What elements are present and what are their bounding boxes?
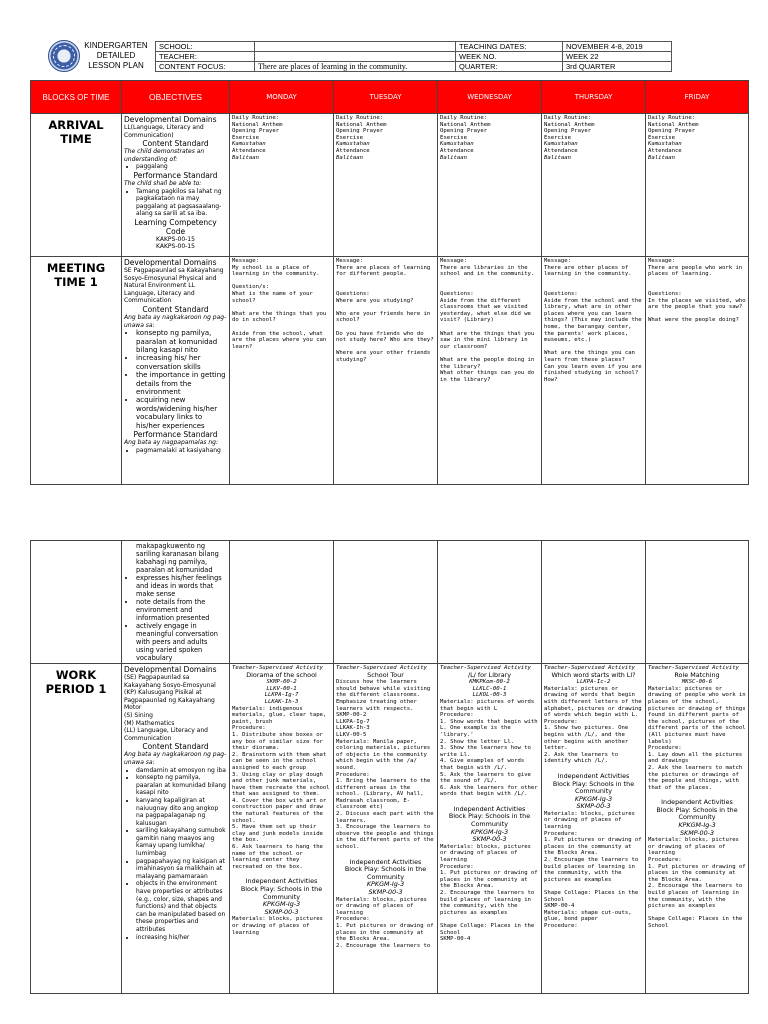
content-standard-item: • acquiring new words/widening his/her vocabulary links to his/her experiences: [136, 396, 227, 430]
teacher-label: TEACHER:: [156, 52, 255, 62]
content-standard-list: [124, 767, 227, 942]
independent-activity: Block Play: Schools in the Community: [344, 865, 429, 881]
routine-line: Opening Prayer: [336, 128, 384, 135]
activity-name: Role Matching: [674, 670, 720, 679]
independent-code: KPKGM-Ig-3 SKMP-00-3: [262, 900, 301, 916]
continued-block-cell: [31, 541, 122, 664]
routine-line: Opening Prayer: [232, 128, 280, 135]
work-period-row: [31, 664, 749, 994]
routine-line: Exercise: [544, 134, 571, 141]
routine-line: Kamustahan: [232, 141, 266, 148]
continued-item: • note details from the environment and information presented: [136, 598, 227, 622]
performance-standard-list: [124, 188, 227, 218]
routine-line: National Anthem: [440, 121, 491, 128]
meeting-time-row: [31, 257, 749, 485]
routine-line: Attendance: [336, 147, 370, 154]
content-standard-intro: Ang bata ay nagkakaroon ng pag-unawa sa:: [124, 313, 227, 329]
lesson-plan-table-continued: [30, 540, 749, 994]
arrival-tuesday: [334, 114, 438, 257]
activity-code: MKSC-00-6: [681, 679, 713, 686]
quarter-label: QUARTER:: [456, 62, 563, 72]
school-label: SCHOOL:: [156, 42, 255, 52]
continued-monday: [230, 541, 334, 664]
competency-code: KAKPS-00-15: [156, 235, 195, 243]
arrival-thursday: [542, 114, 646, 257]
independent-body: Materials: blocks, pictures or drawing of places of learning Procedure: 1. Put pictures or drawing of places in the community at the Blocks Area. 2. Encourage the learners to: [336, 896, 434, 949]
meeting-thursday: Message: There are other places of learning in the community. Questions: Aside from the school and the library, what are in other places where you can learn things? (This may include the home, the barangay center, the parents' work places, museums, etc.) What are the things you can learn from these places? Can you learn even if you are finished studying in school? How?: [542, 257, 646, 485]
activity-code: SKMP-00-2 LLKV-00-1 LLKPA-Ig-7 LLKAK-Ih-3: [264, 679, 299, 705]
learning-competency-title: Learning Competency Code: [134, 217, 217, 236]
routine-line: Opening Prayer: [440, 128, 488, 135]
continued-wednesday: [438, 541, 542, 664]
teaching-dates-value: NOVEMBER 4-8, 2019: [563, 42, 672, 52]
routine-line: Attendance: [648, 147, 682, 154]
daily-routine: [232, 115, 331, 161]
meeting-wednesday: Message: There are libraries in the school and in the community. Questions: Aside from the different classrooms that we visited yesterday, what else did we visit? (Library) What are the things that you saw in the mini library in our classroom? What are the people doing in the library? What other things can you do in the library?: [438, 257, 542, 485]
independent-title: Independent Activities: [245, 877, 318, 886]
content-standard-intro: Ang bata ay nagkakaroon ng pag-unawa sa:: [124, 751, 227, 766]
performance-standard-intro: Ang bata ay nagpapamalas ng:: [124, 439, 218, 447]
routine-line: National Anthem: [336, 121, 387, 128]
work-thursday: [542, 664, 646, 994]
content-standard-item: • kanyang kapaligiran at naiuugnay dito ang angkop na pagpapalaganap ng kalusugan: [136, 797, 227, 827]
domains-text: (SE) Pagpapaunlad sa Kakayahang Sosyo-Emosyunal (KP) Kalusugang Pisikal at Pagpapaunlad ng Kakayahang Motor (S) Sining (M) Mathematics (LL) Language, Literacy and Communication: [124, 674, 216, 742]
tuesday-header: TUESDAY: [334, 81, 438, 114]
content-focus-label: CONTENT FOCUS:: [156, 62, 255, 72]
activity-name: Which word starts with Ll?: [551, 670, 636, 679]
performance-standard-item: • Tamang pagkilos sa lahat ng pagkakataon na may paggalang at pagsasaalang-alang sa sarili at sa iba.: [136, 188, 227, 218]
content-standard-item: • konsepto ng pamilya, paaralan at komunidad bilang kasapi nito: [136, 329, 227, 354]
header-row: [156, 62, 672, 72]
school-value: [255, 42, 456, 52]
thursday-header: THURSDAY: [542, 81, 646, 114]
content-standard-item: • objects in the environment have properties or attributes (e.g., color, size, shapes and functions) and that objects can be manipulated based on these properties and attributes: [136, 880, 227, 933]
domains-title: Developmental Domains: [124, 115, 217, 124]
independent-body: Materials: blocks, pictures or drawing of places of learning Procedure: 1. Put pictures or drawing of places in the community at the Blocks Area. 2. Encourage the learners to build places of learning in the community, with the pictures as examples Shape Collage: Places in the School SKMP-00-4 Materials: shape cut-outs, glue, bond paper Procedure:: [544, 810, 642, 929]
performance-standard-list: [124, 447, 227, 455]
activity-name: School Tour: [367, 670, 404, 679]
routine-line: Kamustahan: [648, 141, 682, 148]
work-period-label: WORK PERIOD 1: [31, 664, 122, 994]
lesson-plan-header: [0, 38, 768, 74]
routine-line: Daily Routine:: [440, 115, 488, 121]
quarter-value: 3rd QUARTER: [563, 62, 672, 72]
independent-body: Materials: blocks, pictures or drawing of places of learning Procedure: 1. Put pictures or drawing of places in the community at the Blocks Area. 2. Encourage the learners to build places of learning in the community, with the pictures as examples Shape Collage: Places in the School SKMP-00-4: [440, 843, 538, 943]
daily-routine: [440, 115, 539, 161]
domains-text: LL(Language, Literacy and Communication): [124, 124, 204, 139]
content-standard-title: Content Standard: [142, 139, 209, 149]
arrival-objectives: [122, 114, 230, 257]
routine-line: Attendance: [544, 147, 578, 154]
seal-ring: [53, 45, 75, 67]
independent-title: Independent Activities: [453, 804, 526, 813]
activity-title: Teacher-Supervised Activity: [440, 665, 531, 671]
routine-line: Opening Prayer: [648, 128, 696, 135]
week-value: WEEK 22: [563, 52, 672, 62]
routine-line: Balitaan: [336, 154, 363, 161]
header-row: [156, 42, 672, 52]
performance-standard-title: Performance Standard: [133, 170, 218, 180]
content-standard-item: • the importance in getting details from the environment: [136, 371, 227, 396]
activity-body: Materials: pictures of words that begin with L Procedure: 1. Show words that begin with L. One example is the 'library.' 2. Show the letter Ll. 3. Show the learners how to write Ll. 4. Give examples of words that begin with /L/. 5. Ask the learners to give the sound of /L/. 6. Ask the learners for other words that begin with /L/.: [440, 698, 538, 798]
content-standard-item: • paggalang: [136, 163, 227, 171]
domains-title: Developmental Domains: [124, 258, 217, 267]
independent-title: Independent Activities: [557, 771, 630, 780]
wednesday-header: WEDNESDAY: [438, 81, 542, 114]
arrival-time-row: [31, 114, 749, 257]
friday-header: FRIDAY: [646, 81, 749, 114]
content-standard-title: Content Standard: [142, 304, 209, 314]
activity-name: /L/ for Library: [467, 670, 512, 679]
column-header-row: [31, 81, 749, 114]
arrival-wednesday: [438, 114, 542, 257]
routine-line: Daily Routine:: [336, 115, 384, 121]
routine-line: Exercise: [232, 134, 259, 141]
content-focus-value: There are places of learning in the community.: [255, 62, 456, 72]
routine-line: Attendance: [232, 147, 266, 154]
domains-text: SE Pagpapaunlad sa Kakayahang Sosyo-Emosyunal Physical and Natural Environment LL Language, Literacy and Communication: [124, 267, 224, 305]
work-objectives: [122, 664, 230, 994]
independent-activity: Block Play: Schools in the Community: [448, 812, 533, 829]
routine-line: Balitaan: [440, 154, 467, 161]
routine-line: Exercise: [648, 134, 675, 141]
title-line: KINDERGARTEN: [84, 41, 148, 50]
content-standard-item: • sariling kakayahang sumubok gamitin nang maayos ang kamay upang lumikha/ lumimbag: [136, 827, 227, 857]
routine-line: Daily Routine:: [544, 115, 592, 121]
independent-code: KPKGM-Ig-3 SKMP-00-3: [470, 827, 509, 844]
independent-activity: Block Play: Schools in the Community: [240, 885, 325, 901]
meeting-friday: Message: There are people who work in places of learning. Questions: In the places we visited, who are the people that you saw? What were the people doing?: [646, 257, 749, 485]
meeting-time-label: MEETING TIME 1: [31, 257, 122, 485]
continued-objectives: [122, 541, 230, 664]
continued-item: • expresses his/her feelings and ideas in words that make sense: [136, 574, 227, 598]
activity-body: Materials: pictures or drawing of people who work in places of the school, pictures or drawing of things found in different parts of the school, pictures of the different parts of the school (All pictures must have labels) Procedure: 1. Lay down all the pictures and drawings 2. Ask the learners to match the pictures or drawings of the people and things, with that of the places.: [648, 685, 746, 791]
routine-line: Attendance: [440, 147, 474, 154]
routine-line: National Anthem: [648, 121, 699, 128]
routine-line: National Anthem: [544, 121, 595, 128]
domains-title: Developmental Domains: [124, 665, 217, 674]
routine-line: Balitaan: [544, 154, 571, 161]
activity-body: Materials: indigenous materials, glue, clear tape, paint, brush Procedure: 1. Distribute shoe boxes or any box of similar size for their diorama. 2. Brainstorm with them what can be seen in the school assigned to each group 3. Using clay or play dough and other junk materials, have them recreate the school that was assigned to them. 4. Cover the box with art or construction paper and draw the natural features of the school. 5. Have them set up their clay and junk models inside the box. 6. Ask learners to hang the name of the school or learning center they recreated on the box.: [232, 705, 330, 870]
routine-line: Exercise: [440, 134, 467, 141]
title-line: LESSON PLAN: [88, 61, 144, 70]
performance-standard-item: • pagmamalaki at kasiyahang: [136, 447, 227, 455]
routine-line: Kamustahan: [336, 141, 370, 148]
continued-intro: makapagkuwento ng sariling karanasan bilang kabahagi ng pamilya, paaralan at komunidad: [136, 542, 219, 574]
routine-line: Daily Routine:: [232, 115, 280, 121]
teacher-value: [255, 52, 456, 62]
content-standard-item: • pagpapahayag ng kaisipan at imahinasyon sa malikhain at malayang pamamaraan: [136, 858, 227, 881]
daily-routine: [544, 115, 643, 161]
arrival-time-label: ARRIVAL TIME: [31, 114, 122, 257]
meeting-monday: Message: My school is a place of learning in the community. Question/s: What is the name of your school? What are the things that you do in school? Aside from the school, what are the places where you can learn?: [230, 257, 334, 485]
independent-activity: Block Play: Schools in the Community: [656, 805, 740, 822]
teaching-dates-label: TEACHING DATES:: [456, 42, 563, 52]
work-wednesday: [438, 664, 542, 994]
routine-line: Balitaan: [648, 154, 675, 161]
independent-code: KPKGM-Ig-3 SKMP-00-3: [678, 821, 716, 837]
content-standard-list: [124, 163, 227, 171]
activity-title: Teacher-Supervised Activity: [232, 665, 323, 671]
continued-friday: [646, 541, 749, 664]
content-standard-title: Content Standard: [142, 742, 209, 752]
independent-body: Materials: blocks, pictures or drawing of places of learning: [232, 916, 327, 936]
header-row: [156, 52, 672, 62]
continued-thursday: [542, 541, 646, 664]
activity-title: Teacher-Supervised Activity: [544, 665, 635, 671]
daily-routine: [336, 115, 435, 161]
content-standard-item: • increasing his/her: [136, 934, 227, 942]
content-standard-item: • damdamin at emosyon ng iba: [136, 767, 227, 775]
activity-name: Diorama of the school: [246, 670, 317, 679]
continued-item: • actively engage in meaningful conversation with peers and adults using varied spoken vocabulary: [136, 622, 227, 662]
activity-body: Materials: pictures or drawing of words that begin with different letters of the alphabet, pictures or drawing of words which begin with L. Procedure: 1. Show two pictures. One begins with /L/, and the other begins with another letter. 2. Ask the learners to identify which /L/.: [544, 685, 642, 765]
work-tuesday: [334, 664, 438, 994]
content-standard-item: • konsepto ng pamilya, paaralan at komunidad bilang kasapi nito: [136, 774, 227, 797]
competency-code: KAKPS-00-15: [156, 243, 195, 251]
content-standard-intro: The child demonstrates an understanding of:: [124, 148, 205, 163]
lesson-plan-table: [30, 80, 749, 485]
activity-title: Teacher-Supervised Activity: [648, 665, 739, 671]
independent-body: Materials: blocks, pictures or drawing of places of learning Procedure: 1. Put pictures or drawing of places in the community at the Blocks Area. 2. Encourage the learners to build places of learning in the community, with the pictures as examples Shape Collage: Places in the School: [648, 837, 746, 929]
routine-line: Opening Prayer: [544, 128, 592, 135]
continued-list: [124, 574, 227, 662]
header-info-table: [155, 41, 672, 72]
meeting-tuesday: Message: There are places of learning for different people. Questions: Where are you studying? Who are your friends here in school? Do you have friends who do not study here? Who are they? Where are your other friends studying?: [334, 257, 438, 485]
daily-routine: [648, 115, 746, 161]
independent-activity: Block Play: Schools in the Community: [552, 779, 637, 796]
routine-line: Balitaan: [232, 154, 259, 161]
activity-code: LLKPA-Ic-2: [576, 679, 611, 686]
activity-title: Teacher-Supervised Activity: [336, 665, 427, 671]
work-monday: [230, 664, 334, 994]
routine-line: Kamustahan: [440, 141, 474, 148]
routine-line: Daily Routine:: [648, 115, 696, 121]
arrival-friday: [646, 114, 749, 257]
title-line: DETAILED: [96, 51, 136, 60]
performance-standard-intro: The child shall be able to:: [124, 179, 202, 187]
routine-line: Kamustahan: [544, 141, 578, 148]
performance-standard-title: Performance Standard: [133, 430, 218, 440]
continued-row: [31, 541, 749, 664]
routine-line: National Anthem: [232, 121, 283, 128]
routine-line: Exercise: [336, 134, 363, 141]
week-label: WEEK NO.: [456, 52, 563, 62]
blocks-of-time-header: BLOCKS OF TIME: [31, 81, 122, 114]
independent-title: Independent Activities: [349, 857, 422, 866]
independent-code: KPKGM-Ig-3 SKMP-00-3: [574, 794, 613, 811]
continued-tuesday: [334, 541, 438, 664]
meeting-objectives: [122, 257, 230, 485]
monday-header: MONDAY: [230, 81, 334, 114]
independent-code: KPKGM-Ig-3 SKMP-00-3: [366, 880, 405, 896]
independent-title: Independent Activities: [661, 798, 733, 807]
work-friday: [646, 664, 749, 994]
objectives-header: OBJECTIVES: [122, 81, 230, 114]
content-standard-list: [124, 329, 227, 430]
content-standard-item: • increasing his/ her conversation skills: [136, 354, 227, 371]
activity-code: KMKPKom-00-2 LLKLC-00-1 LLKOL-00-3: [469, 679, 510, 699]
document-title: [80, 41, 152, 71]
arrival-monday: [230, 114, 334, 257]
activity-body: Discuss how the learners should behave while visiting the different classrooms. Emphasize treating other learners with respects. SKMP-00-2 LLKPA-Ig-7 LLKAK-Ih-3 LLKV-00-5 Materials: Manila paper, coloring materials, pictures of objects in the community which begin with the /a/ sound. Procedure: 1. Bring the learners to the different areas in the school. (Library, AV hall, Madrasah classroom, E-classroom etc) 2. Discuss each part with the learners. 3. Encourage the learners to observe the people and things in the different parts of the school.: [336, 679, 434, 851]
